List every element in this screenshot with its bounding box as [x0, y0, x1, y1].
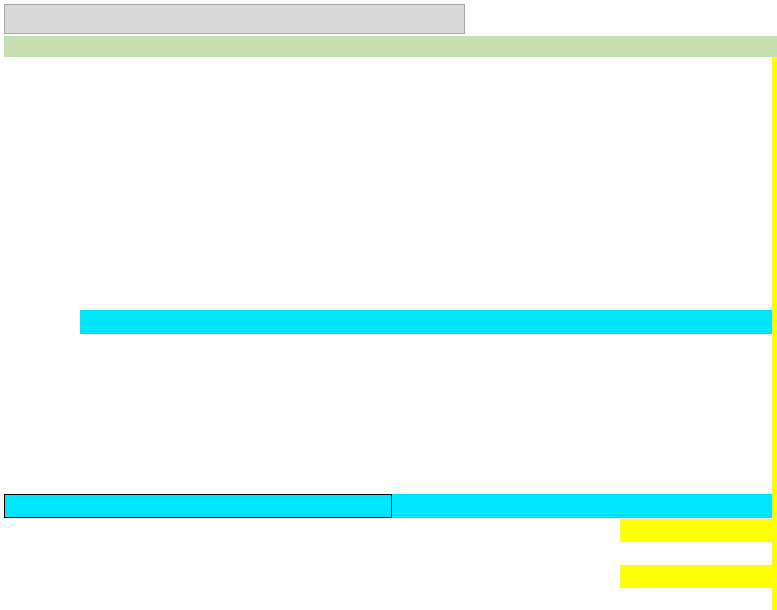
depreciation-highlight	[80, 310, 777, 334]
title-cell[interactable]	[4, 4, 465, 34]
header-band	[4, 36, 777, 57]
total-costs-border	[4, 494, 392, 518]
test-cell-1[interactable]	[620, 519, 772, 542]
right-yellow-edge	[772, 57, 777, 610]
test-cell-2[interactable]	[620, 565, 772, 588]
